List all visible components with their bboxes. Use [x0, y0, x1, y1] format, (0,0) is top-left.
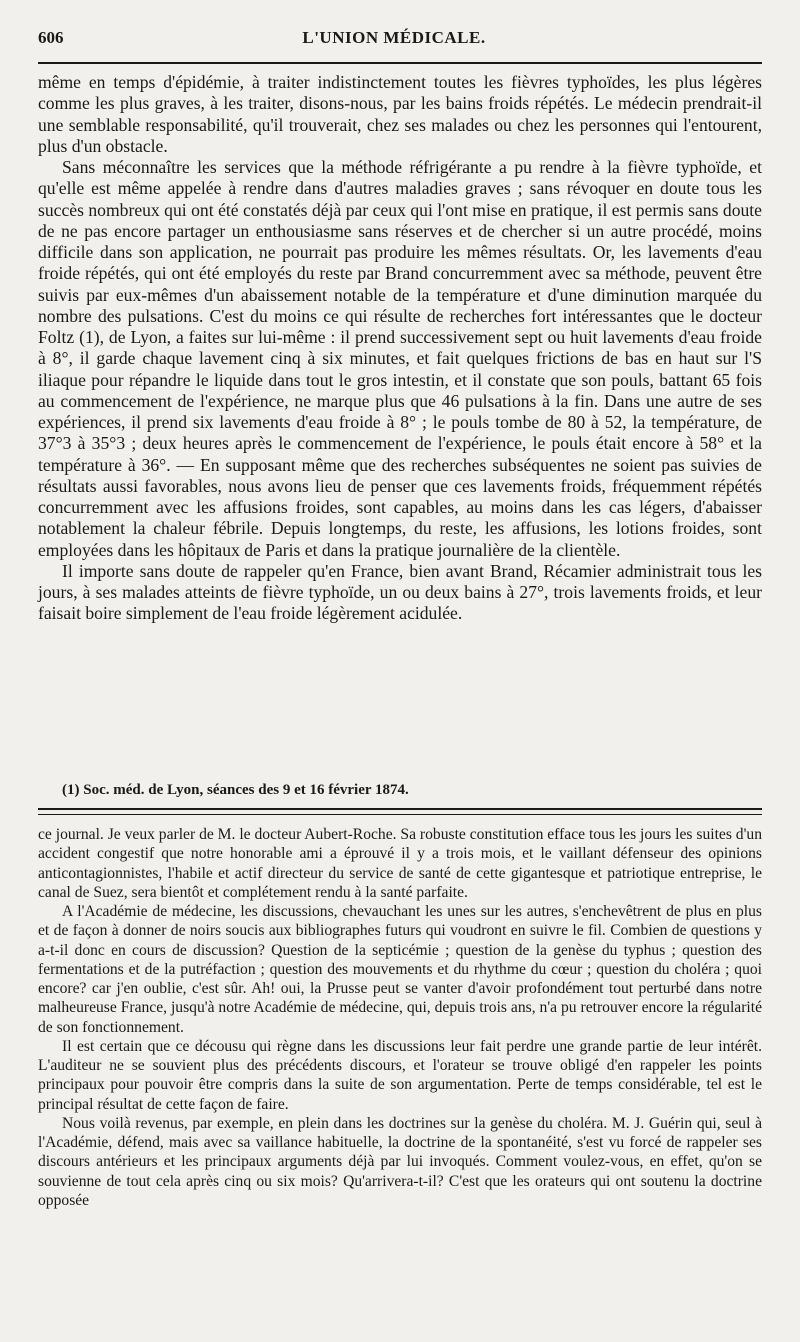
- paragraph: même en temps d'épidémie, à traiter indistinctement toutes les fièvres typhoïdes, les plus légères comme les plus graves, à les traiter, disons-nous, par les bains froids répétés. Le médecin prendrait-il une semblable responsabilité, qu'il trouverait, chez ses malades ou chez les personnes qui l'entourent, plus d'un obstacle.: [38, 72, 762, 156]
- header-rule: [38, 62, 762, 64]
- paragraph: Il est certain que ce décousu qui règne dans les discussions leur fait perdre une grande partie de leur intérêt. L'auditeur ne se souvient plus des précédents discours, et l'orateur se trouve obligé d'en rappeler les points principaux pour pouvoir être compris dans la suite de son argumentation. Perte de temps considérable, tel est le principal résultat de cette façon de faire.: [38, 1037, 762, 1113]
- feuilleton-separator: [38, 808, 762, 810]
- paragraph: Nous voilà revenus, par exemple, en plein dans les doctrines sur la genèse du choléra. M. J. Guérin qui, seul à l'Académie, défend, mais avec sa vaillance habituelle, la doctrine de la spontanéité, s'est vu forcé de rappeler ses discours antérieurs et les principaux arguments déjà par lui invoqués. Comment voulez-vous, en effet, qu'on se souvienne de tout cela après cinq ou six mois? Qu'arrivera-t-il? C'est que les orateurs qui ont soutenu la doctrine opposée: [38, 1114, 762, 1209]
- main-text: [38, 72, 762, 625]
- page-header: [38, 28, 750, 50]
- footnote: (1) Soc. méd. de Lyon, séances des 9 et 16 février 1874.: [62, 782, 409, 798]
- page-number: 606: [38, 28, 64, 47]
- running-title: L'UNION MÉDICALE.: [302, 28, 486, 47]
- paragraph: ce journal. Je veux parler de M. le docteur Aubert-Roche. Sa robuste constitution efface tous les jours les suites d'un accident congestif que notre honorable ami a éprouvé il y a trois mois, et le vaillant défenseur des opinions anticontagionnistes, l'habile et actif directeur du service de santé de cette gigantesque et patriotique entreprise, le canal de Suez, sera bientôt et complétement rendu à la santé parfaite.: [38, 826, 762, 901]
- paragraph: Il importe sans doute de rappeler qu'en France, bien avant Brand, Récamier administrait tous les jours, à ses malades atteints de fièvre typhoïde, un ou deux bains à 27°, trois lavements froids, et leur faisait boire simplement de l'eau froide légèrement acidulée.: [38, 560, 762, 624]
- feuilleton-text: [38, 825, 762, 1210]
- paragraph: A l'Académie de médecine, les discussions, chevauchant les unes sur les autres, s'enchevêtrent de plus en plus et de façon à donner de noirs soucis aux bibliographes futurs qui voudront en suivre le fil. Combien de questions y a-t-il donc en cours de discussion? Question de la septicémie ; question de la genèse du typhus ; question des fermentations et de la putréfaction ; question des mouvements et du rhythme du cœur ; question du choléra ; quoi encore? car j'en oublie, c'est sûr. Ah! oui, la Prusse peut se vanter d'avoir profondément tout perturbé dans notre malheureuse France, jusqu'à notre Académie de médecine, qui, depuis trois ans, n'a pu retrouver encore la régularité de son fonctionnement.: [38, 903, 762, 1036]
- paragraph: Sans méconnaître les services que la méthode réfrigérante a pu rendre à la fièvre typhoïde, et qu'elle est même appelée à rendre dans d'autres maladies graves ; sans révoquer en doute tous les succès nombreux qui ont été constatés déjà par ceux qui l'ont mise en pratique, il est permis sans doute de ne pas encore partager un enthousiasme sans réserves et de chercher si un autre procédé, moins difficile dans son application, ne pourrait pas produire les mêmes résultats. Or, les lavements d'eau froide répétés, qui ont été employés du reste par Brand concurremment avec sa méthode, peuvent être suivis par eux-mêmes d'un abaissement notable de la température et d'une diminution marquée du nombre des pulsations. C'est du moins ce qui résulte de recherches fort intéressantes que le docteur Foltz (1), de Lyon, a faites sur lui-même : il prend successivement sept ou huit lavements d'eau froide à 8°, il garde chaque lavement cinq à six minutes, et fait quelques frictions de bas en haut sur l'S iliaque pour répandre le liquide dans tout le gros intestin, et il constate que son pouls, battant 65 fois au commencement de l'expérience, ne marque plus que 46 pulsations à la fin. Dans une autre de ses expériences, il prend six lavements d'eau froide à 8° ; le pouls tombe de 80 à 52, la température, de 37°3 à 35°3 ; deux heures après le commencement de l'expérience, le pouls était encore à 58° et la température à 36°. — En supposant même que des recherches subséquentes ne soient pas suivies de résultats aussi favorables, nous avons lieu de penser que ces lavements froids, fréquemment répétés concurremment avec les affusions froides, sont capables, au moins dans les cas légers, d'abaisser notablement la chaleur fébrile. Depuis longtemps, du reste, les affusions, les lotions froides, sont employées dans les hôpitaux de Paris et dans la pratique journalière de la clientèle.: [38, 157, 762, 560]
- feuilleton-separator-thin: [38, 814, 762, 815]
